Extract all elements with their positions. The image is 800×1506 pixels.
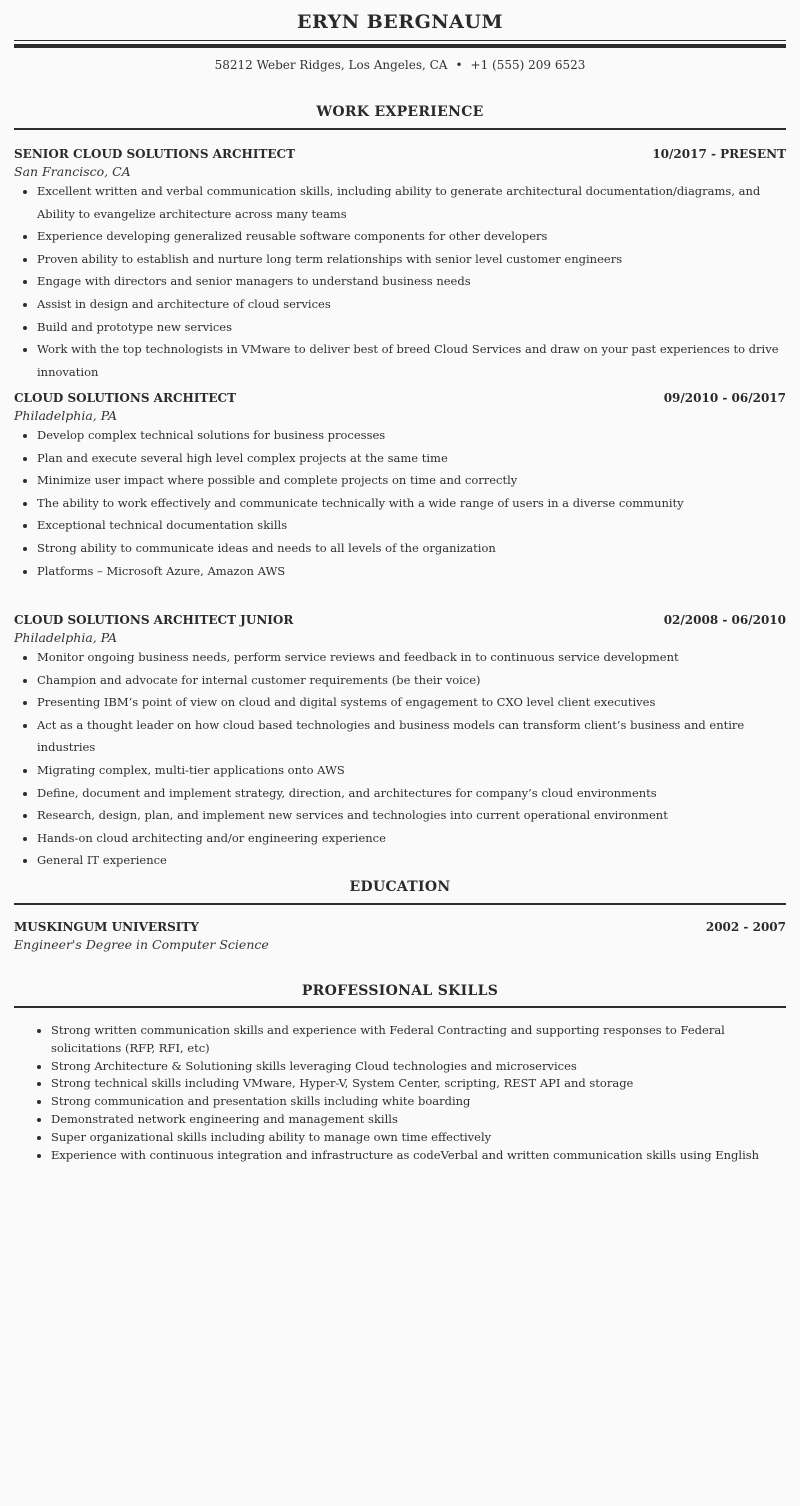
job-bullet: • Excellent written and verbal communication skills, including ability to generate architectural documentation/diagrams, and Ability to evangelize architecture across many teams [37,180,786,225]
job-bullets [14,646,786,872]
job-bullet: • Platforms – Microsoft Azure, Amazon AWS [37,560,786,583]
education-dates: 2002 - 2007 [705,920,786,934]
education-entry [14,918,786,953]
skill-item: • Strong Architecture & Solutioning skills leveraging Cloud technologies and microservices [51,1058,774,1076]
job-bullet: • Exceptional technical documentation skills [37,514,786,537]
job-bullet: • Work with the top technologists in VMware to deliver best of breed Cloud Services and draw on your past experiences to drive innovation [37,338,786,383]
job-bullet: • Assist in design and architecture of cloud services [37,293,786,316]
job-location: Philadelphia, PA [14,408,118,423]
contact-separator: • [455,58,463,72]
job-location: Philadelphia, PA [14,630,118,645]
job-title: CLOUD SOLUTIONS ARCHITECT [14,391,237,405]
job-dates: 09/2010 - 06/2017 [663,391,786,405]
section-title-work: WORK EXPERIENCE [316,104,484,120]
job-bullet: • Hands-on cloud architecting and/or engineering experience [37,827,786,850]
job-bullet: • Define, document and implement strategy, direction, and architectures for company’s cloud environments [37,782,786,805]
skill-item: • Super organizational skills including ability to manage own time effectively [51,1129,774,1147]
skills-list [14,1022,774,1164]
job-bullet: • Champion and advocate for internal customer requirements (be their voice) [37,669,786,692]
job-bullet: • Plan and execute several high level complex projects at the same time [37,447,786,470]
job-bullet: • Proven ability to establish and nurture long term relationships with senior level customer engineers [37,248,786,271]
job-header [14,389,786,407]
job-bullet: • General IT experience [37,849,786,872]
job-bullet: • Presenting IBM’s point of view on cloud and digital systems of engagement to CXO level client executives [37,691,786,714]
job-bullets [14,180,786,383]
job-bullets [14,424,786,582]
job-title: SENIOR CLOUD SOLUTIONS ARCHITECT [14,147,296,161]
job-entry [14,389,786,582]
job-title: CLOUD SOLUTIONS ARCHITECT JUNIOR [14,613,294,627]
section-rule-work [14,128,786,130]
job-header [14,145,786,163]
skill-item: • Strong technical skills including VMware, Hyper-V, System Center, scripting, REST API and storage [51,1075,774,1093]
job-bullet: • Strong ability to communicate ideas and needs to all levels of the organization [37,537,786,560]
section-rule-education [14,903,786,905]
school-name: MUSKINGUM UNIVERSITY [14,920,199,934]
section-title-education: EDUCATION [349,879,451,895]
job-bullet: • Develop complex technical solutions for business processes [37,424,786,447]
job-bullet: • Migrating complex, multi-tier applications onto AWS [37,759,786,782]
job-bullet: • Experience developing generalized reusable software components for other developers [37,225,786,248]
degree: Engineer's Degree in Computer Science [14,937,269,952]
section-rule-skills [14,1006,786,1008]
job-entry [14,145,786,383]
job-bullet: • The ability to work effectively and communicate technically with a wide range of users in a diverse community [37,492,786,515]
job-bullet: • Minimize user impact where possible and complete projects on time and correctly [37,469,786,492]
job-location: San Francisco, CA [14,164,131,179]
skill-item: • Strong communication and presentation skills including white boarding [51,1093,774,1111]
candidate-name: ERYN BERGNAUM [297,11,503,33]
skill-item: • Experience with continuous integration and infrastructure as codeVerbal and written communication skills using English [51,1147,774,1165]
address: 58212 Weber Ridges, Los Angeles, CA [214,58,448,72]
contact-line [0,57,800,73]
job-dates: 02/2008 - 06/2010 [663,613,786,627]
job-dates: 10/2017 - PRESENT [652,147,786,161]
job-entry [14,611,786,872]
job-bullet: • Build and prototype new services [37,316,786,339]
section-title-skills: PROFESSIONAL SKILLS [301,983,499,999]
job-bullet: • Monitor ongoing business needs, perform service reviews and feedback in to continuous service development [37,646,786,669]
job-header [14,611,786,629]
job-bullet: • Research, design, plan, and implement new services and technologies into current operational environment [37,804,786,827]
header-rule-thick [14,44,786,48]
job-bullet: • Act as a thought leader on how cloud based technologies and business models can transform client’s business and entire industries [37,714,786,759]
header-rule-thin [14,40,786,41]
skill-item: • Strong written communication skills and experience with Federal Contracting and supporting responses to Federal solicitations (RFP, RFI, etc) [51,1022,774,1058]
phone: +1 (555) 209 6523 [470,58,586,72]
education-header [14,918,786,936]
skill-item: • Demonstrated network engineering and management skills [51,1111,774,1129]
job-bullet: • Engage with directors and senior managers to understand business needs [37,270,786,293]
